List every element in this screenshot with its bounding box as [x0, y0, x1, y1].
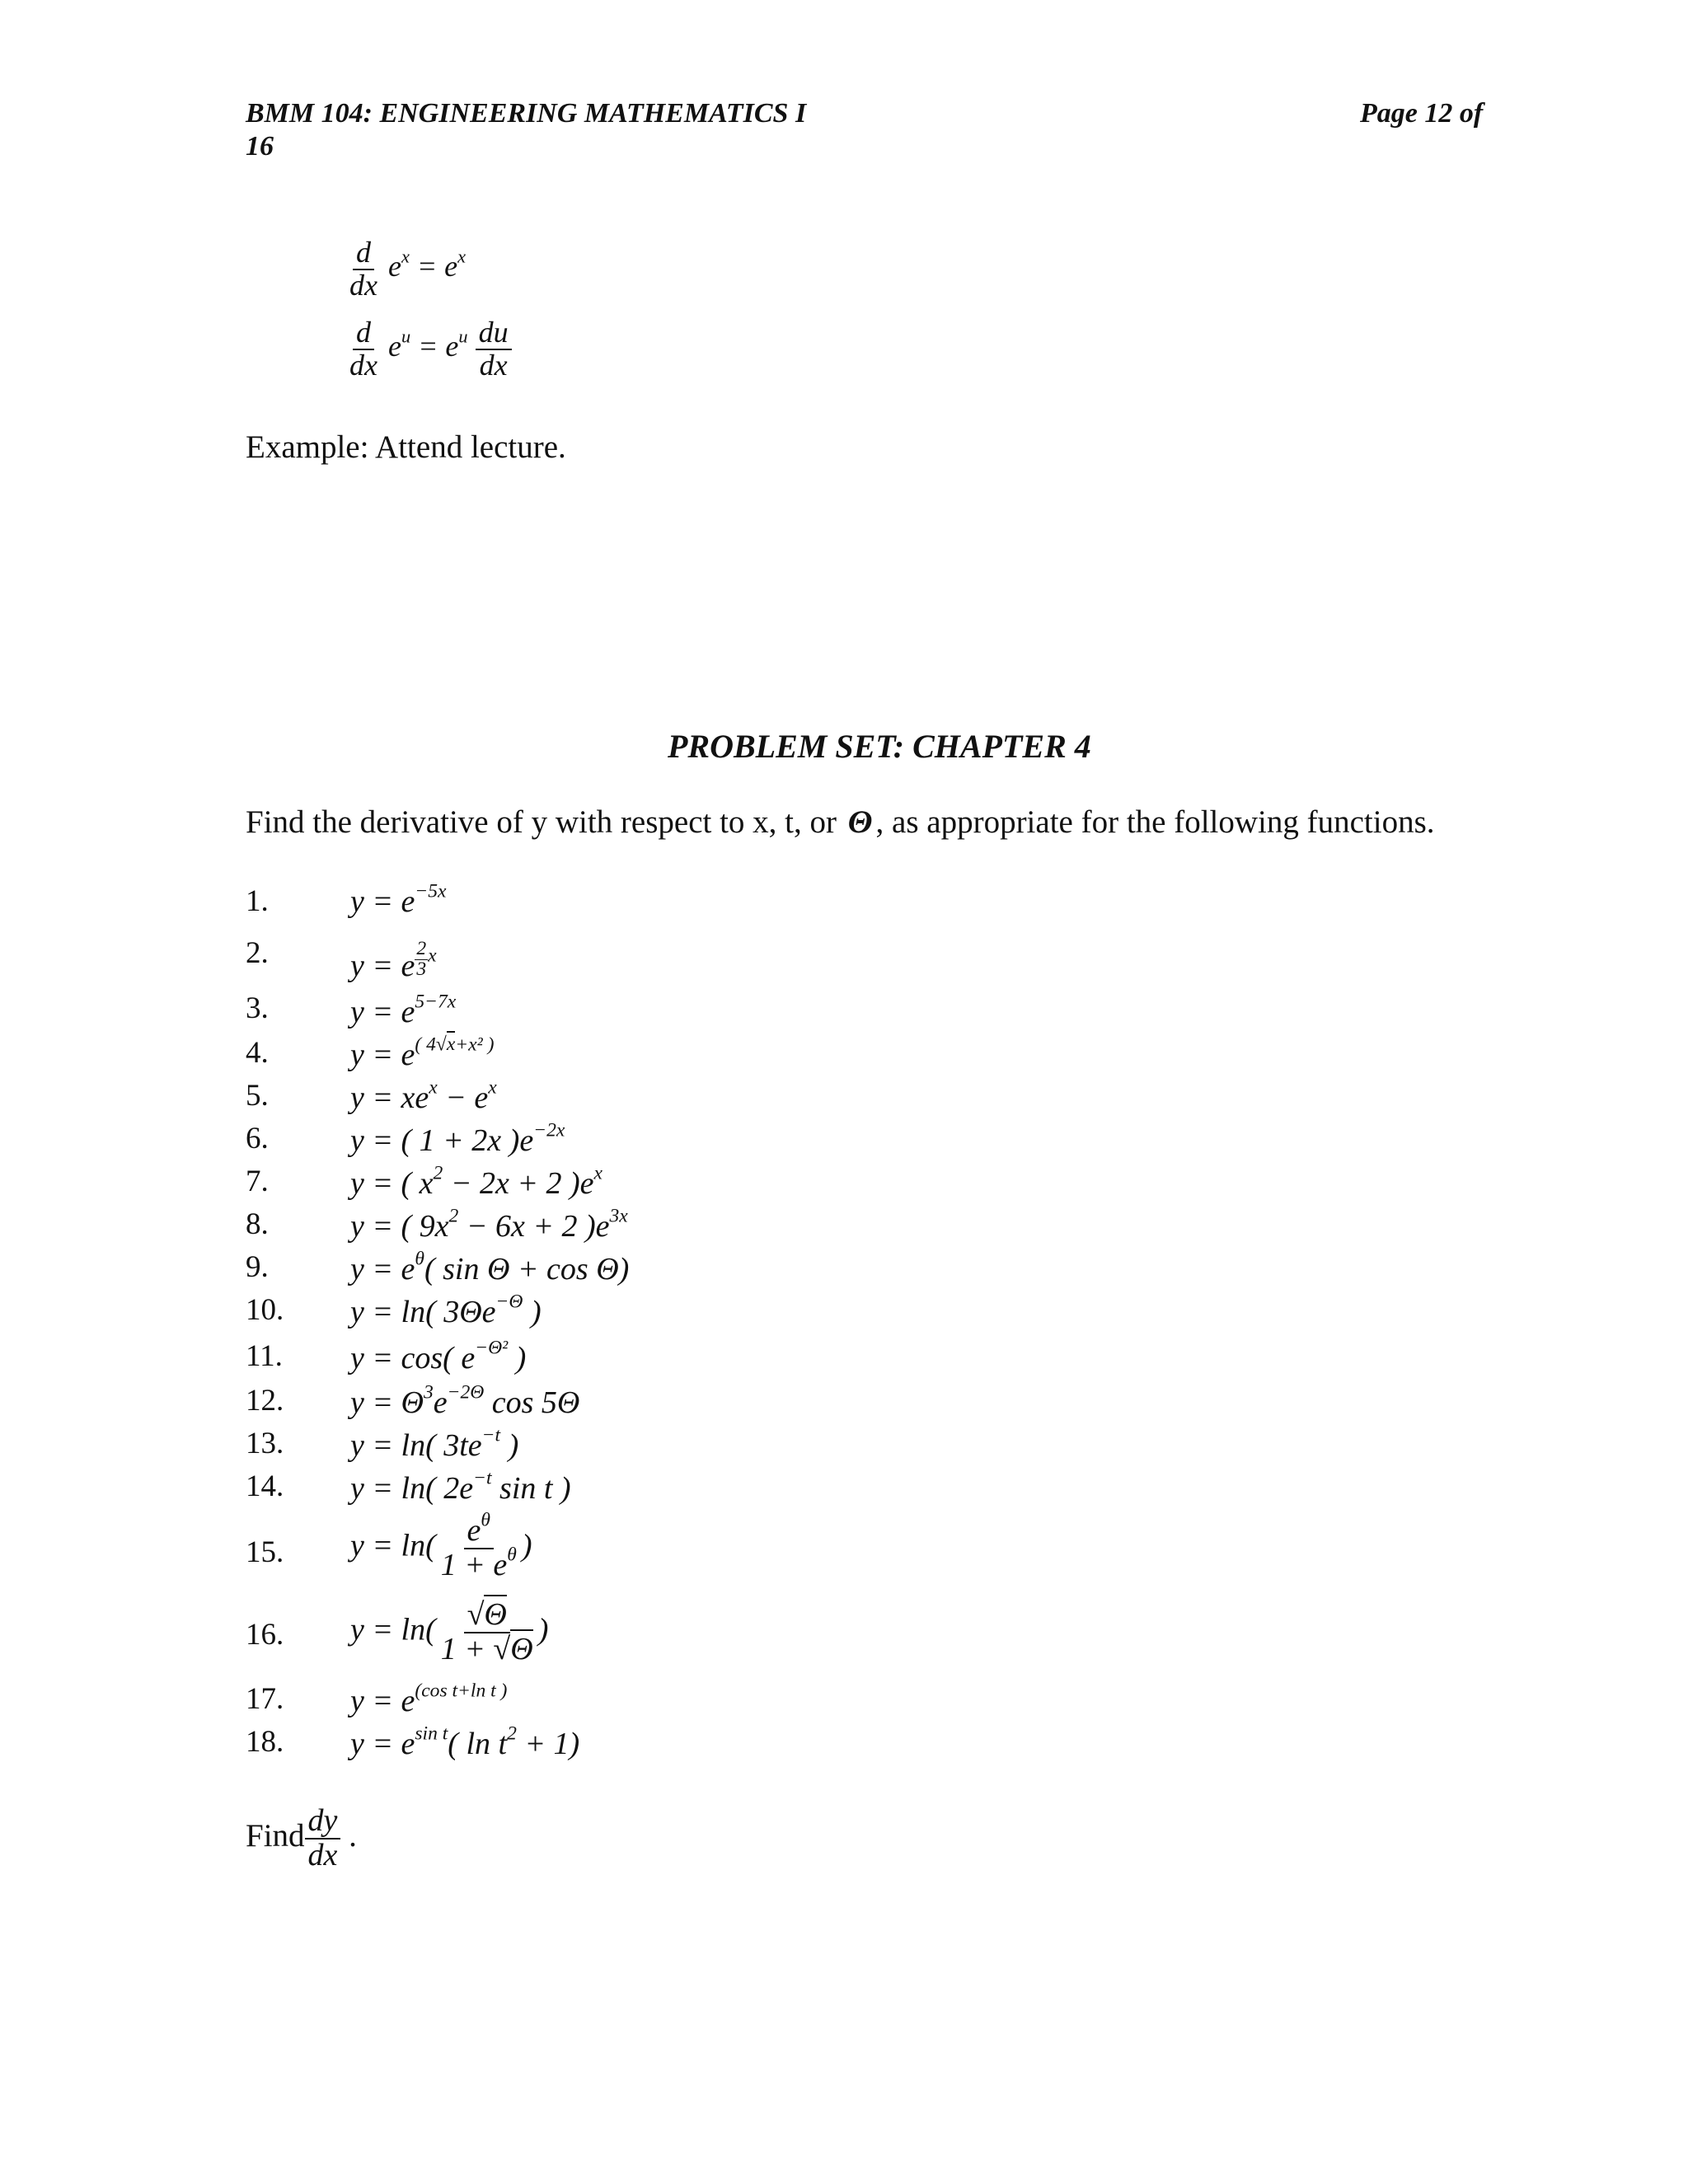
problem-expression: y = ln( $\frac{e^\theta}{1 + e^\theta}$ )	[350, 1509, 532, 1582]
find-derivative-line: Find $\frac{dy}{dx}$ .	[246, 1803, 357, 1872]
problem-expression: $y = e^{5-7x}$	[350, 991, 457, 1029]
example-text: Example: Attend lecture.	[246, 429, 566, 465]
problem-expression: y = cos( $e^{-\Theta^2}$ )	[350, 1337, 527, 1376]
theta-symbol: Θ	[847, 804, 873, 840]
problem-expression: y = ( $x^2 - 2x + 2$ )$e^x$	[350, 1162, 603, 1201]
problem-expression: y = ln( $3\Theta e^{-\Theta}$ )	[350, 1291, 542, 1329]
problem-set-title: PROBLEM SET: CHAPTER 4	[668, 728, 1091, 765]
course-title: BMM 104: ENGINEERING MATHEMATICS I	[246, 98, 807, 129]
problem-expression: $y = xe^x - e^x$	[350, 1076, 497, 1115]
rule-exp-x: $\frac{d}{dx}$ $e^x = e^x$	[349, 236, 467, 302]
rule-exp-u-chain: $\frac{d}{dx}$ $e^u = e^u$ $\frac{du}{dx}$	[346, 317, 512, 382]
problem-expression: $y = e^{sin t}$( $\ln t^2 + 1$)	[350, 1722, 580, 1761]
problem-number: 18.	[246, 1725, 284, 1759]
problem-expression: y = ( $9x^2 - 6x + 2$ )$e^{3x}$	[350, 1205, 628, 1244]
problem-number: 1.	[246, 884, 269, 918]
problem-number: 6.	[246, 1122, 269, 1155]
problem-number: 10.	[246, 1293, 284, 1327]
problem-number: 4.	[246, 1036, 269, 1070]
problem-number: 13.	[246, 1427, 284, 1460]
problem-expression: y = ln( $3te^{-t}$ )	[350, 1424, 519, 1463]
problem-number: 2.	[246, 936, 269, 970]
problem-expression: y = ln( $\frac{√\Theta}{1 + √\Theta}$ )	[350, 1599, 548, 1666]
problem-number: 9.	[246, 1250, 269, 1284]
problem-number: 15.	[246, 1535, 284, 1569]
problem-number: 16.	[246, 1618, 284, 1652]
problem-expression: $y = e^{(cos t+ln t )}$	[350, 1680, 508, 1718]
problem-expression: y = ln( $2e^{-t}$ sin t )	[350, 1467, 571, 1506]
problem-number: 3.	[246, 991, 269, 1025]
problem-expression: y = e $\frac{2}{3}$ $^x$	[350, 938, 437, 983]
problem-number: 17.	[246, 1682, 284, 1716]
problem-number: 14.	[246, 1469, 284, 1503]
problem-number: 8.	[246, 1207, 269, 1241]
problem-expression: $y = e^{( 4√x+x^2 )}$	[350, 1037, 494, 1073]
problem-expression: $y = e^\theta$( sin Θ + cos Θ)	[350, 1248, 630, 1286]
problem-instructions: Find the derivative of y with respect to x, t, or Θ , as appropriate for the following functions.	[246, 804, 1435, 840]
problem-expression: $y = \Theta^3e^{-2\Theta}$ cos 5Θ	[350, 1381, 580, 1420]
problem-expression: $y = e^{-5x}$	[350, 880, 447, 919]
course-title-wrap: 16	[246, 131, 274, 162]
problem-number: 11.	[246, 1339, 283, 1373]
problem-number: 7.	[246, 1165, 269, 1198]
problem-number: 12.	[246, 1384, 284, 1418]
problem-number: 5.	[246, 1079, 269, 1113]
page-number: Page 12 of	[1360, 98, 1484, 129]
problem-expression: y = ( 1 + 2x )$e^{-2x}$	[350, 1119, 565, 1158]
